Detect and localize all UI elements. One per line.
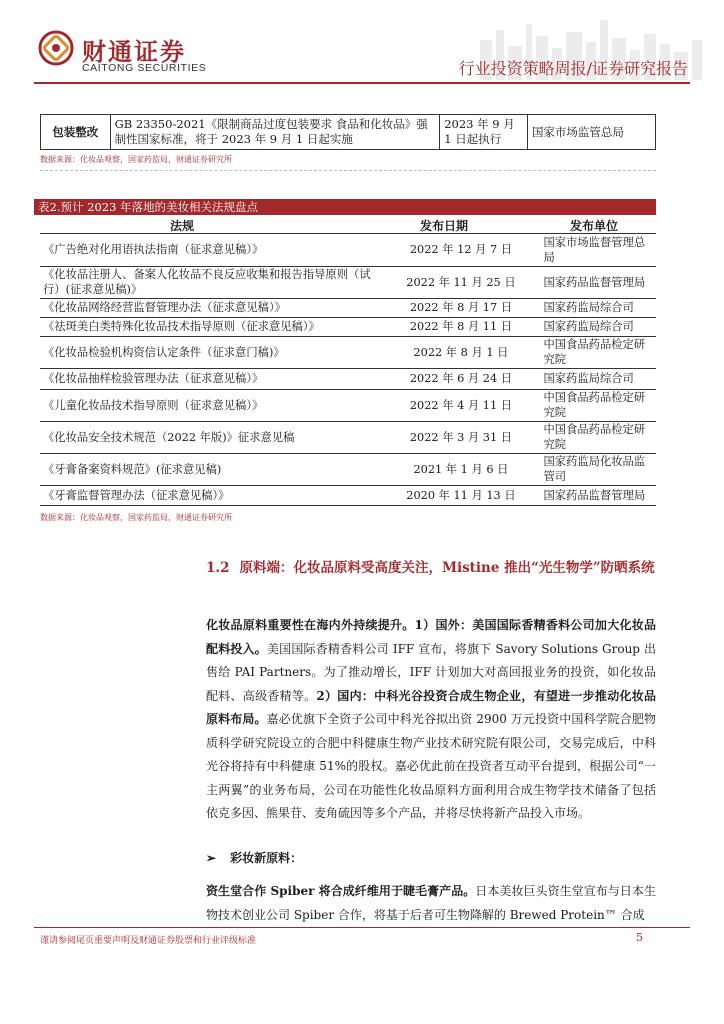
paragraph-text: 嘉必优旗下全资子公司中科光谷拟出资 2900 万元投资中国科学院合肥物质科学研究院设立的合肥中科健康生物产业技术研究院有限公司，交易完成后，中科光谷将持有中科健康 51%的股权。嘉必优此前在投资者互动平台提到，根据公司“一主两翼”的业务布局，公司在功能性化妆品原料方面利用合成生物学技术储备了包括依克多因、熊果苷、麦角硫因等多个产品，并将尽快将新产品投入市场。 xyxy=(206,712,656,820)
issuing-body: 国家药监局综合司 xyxy=(537,298,656,317)
table-row xyxy=(40,485,656,505)
release-date: 2022 年 6 月 24 日 xyxy=(384,368,537,389)
regulation-list-table xyxy=(40,234,656,506)
company-name-cn: 财通证券 xyxy=(82,38,186,66)
bullet-label: 彩妆新原料： xyxy=(230,851,303,865)
release-date: 2022 年 4 月 11 日 xyxy=(384,389,537,421)
release-date: 2022 年 8 月 17 日 xyxy=(384,298,537,317)
table-caption: 表2.预计 2023 年落地的美妆相关法规盘点 xyxy=(34,199,656,215)
table-row xyxy=(40,368,656,389)
issuing-body: 中国食品药品检定研究院 xyxy=(537,421,656,453)
release-date: 2021 年 1 月 6 日 xyxy=(384,453,537,485)
regulation-name: 《化妆品安全技术规范（2022 年版)》征求意见稿 xyxy=(40,421,384,453)
paragraph-lead: 2）国内：中科光谷投资合成生物企业，有望进一步推动化妆品原料布局。 xyxy=(206,688,656,726)
issuing-body: 中国食品药品检定研究院 xyxy=(537,336,656,368)
release-date: 2022 年 12 月 7 日 xyxy=(384,234,537,266)
regulation-name: 《儿童化妆品技术指导原则（征求意见稿）》 xyxy=(40,389,384,421)
data-source-note: 数据来源：化妆品观察，国家药监局，财通证券研究所 xyxy=(40,155,232,164)
table-row xyxy=(41,115,656,150)
table-row xyxy=(40,421,656,453)
section-title: 原料端：化妆品原料受高度关注，Mistine 推出“光生物学”防晒系统 xyxy=(239,560,655,576)
paragraph-lead: 资生堂合作 Spiber 将合成纤维用于睫毛膏产品。 xyxy=(206,884,476,898)
table-row xyxy=(40,234,656,266)
release-date: 2020 年 11 月 13 日 xyxy=(384,485,537,505)
table-row xyxy=(40,336,656,368)
document-type-label: 行业投资策略周报/证券研究报告 xyxy=(458,59,688,78)
regulation-name: 《牙膏监督管理办法（征求意见稿）》 xyxy=(40,485,384,505)
release-date: 2022 年 8 月 11 日 xyxy=(384,317,537,336)
column-header-issuer: 发布单位 xyxy=(570,219,619,233)
footer-divider xyxy=(34,927,690,928)
footer-disclaimer: 谨请参阅尾页重要声明及财通证券股票和行业评级标准 xyxy=(40,936,257,946)
paragraph-lead: 化妆品原料重要性在海内外持续提升。1）国外：美国国际香精香料公司加大化妆品配料投入。 xyxy=(206,618,656,656)
section-number: 1.2 xyxy=(206,560,230,576)
release-date: 2022 年 11 月 25 日 xyxy=(384,266,537,298)
regulation-name: 《祛斑美白类特殊化妆品技术指导原则（征求意见稿）》 xyxy=(40,317,384,336)
issuer-cell: 国家市场监管总局 xyxy=(527,115,655,150)
section-heading xyxy=(206,556,656,580)
category-cell: 包装整改 xyxy=(41,115,111,150)
body-paragraph xyxy=(206,880,656,927)
issuing-body: 国家药品监督管理局 xyxy=(537,485,656,505)
regulation-cell: GB 23350-2021《限制商品过度包装要求 食品和化妆品》强制性国家标准，将于 2023 年 9 月 1 日起实施 xyxy=(110,115,440,150)
paragraph-text: 日本美妆巨头资生堂宣布与日本生物技术创业公司 Spiber 合作，将基于后者可生物降解的 Brewed Protein™ 合成 xyxy=(206,884,656,922)
header-divider xyxy=(34,82,690,84)
data-source-note: 数据来源：化妆品观察，国家药监局，财通证券研究所 xyxy=(40,513,232,522)
regulation-name: 《化妆品检验机构资信认定条件（征求意门稿)》 xyxy=(40,336,384,368)
release-date: 2022 年 8 月 1 日 xyxy=(384,336,537,368)
paragraph-text: 美国国际香精香料公司 IFF 宣布，将旗下 Savory Solutions Group 出售给 PAI Partners。为了推动增长，IFF 计划加大对高回报业务的投资，如化妆品配料、高级香精等。 xyxy=(206,641,656,703)
caitong-logo-icon xyxy=(38,30,74,66)
table-row xyxy=(40,317,656,336)
section-divider xyxy=(40,170,656,171)
table-row xyxy=(40,389,656,421)
table-row xyxy=(40,266,656,298)
table-header xyxy=(40,215,656,234)
regulation-name: 《化妆品抽样检验管理办法（征求意见稿）》 xyxy=(40,368,384,389)
issuing-body: 国家药监局化妆品监管司 xyxy=(537,453,656,485)
subsection-bullet xyxy=(206,849,302,866)
regulation-name: 《化妆品注册人、备案人化妆品不良反应收集和报告指导原则（试行）(征求意见稿)》 xyxy=(40,266,384,298)
arrow-bullet-icon: ➢ xyxy=(206,851,217,865)
issuing-body: 国家药品监督管理局 xyxy=(537,266,656,298)
regulation-name: 《化妆品网络经营监督管理办法（征求意见稿）》 xyxy=(40,298,384,317)
table-row xyxy=(40,453,656,485)
issuing-body: 国家市场监督管理总局 xyxy=(537,234,656,266)
date-cell: 2023 年 9 月 1 日起执行 xyxy=(440,115,528,150)
regulation-name: 《广告绝对化用语执法指南（征求意见稿）》 xyxy=(40,234,384,266)
packaging-regulation-table xyxy=(40,114,656,150)
column-header-date: 发布日期 xyxy=(420,219,469,233)
page-number: 5 xyxy=(636,931,643,944)
issuing-body: 国家药监局综合司 xyxy=(537,317,656,336)
regulation-name: 《牙膏备案资料规范》(征求意见稿) xyxy=(40,453,384,485)
body-paragraph xyxy=(206,614,656,826)
column-header-regulation: 法规 xyxy=(170,219,195,233)
table-row xyxy=(40,298,656,317)
issuing-body: 中国食品药品检定研究院 xyxy=(537,389,656,421)
company-name-en: CAITONG SECURITIES xyxy=(82,62,207,74)
issuing-body: 国家药监局综合司 xyxy=(537,368,656,389)
release-date: 2022 年 3 月 31 日 xyxy=(384,421,537,453)
